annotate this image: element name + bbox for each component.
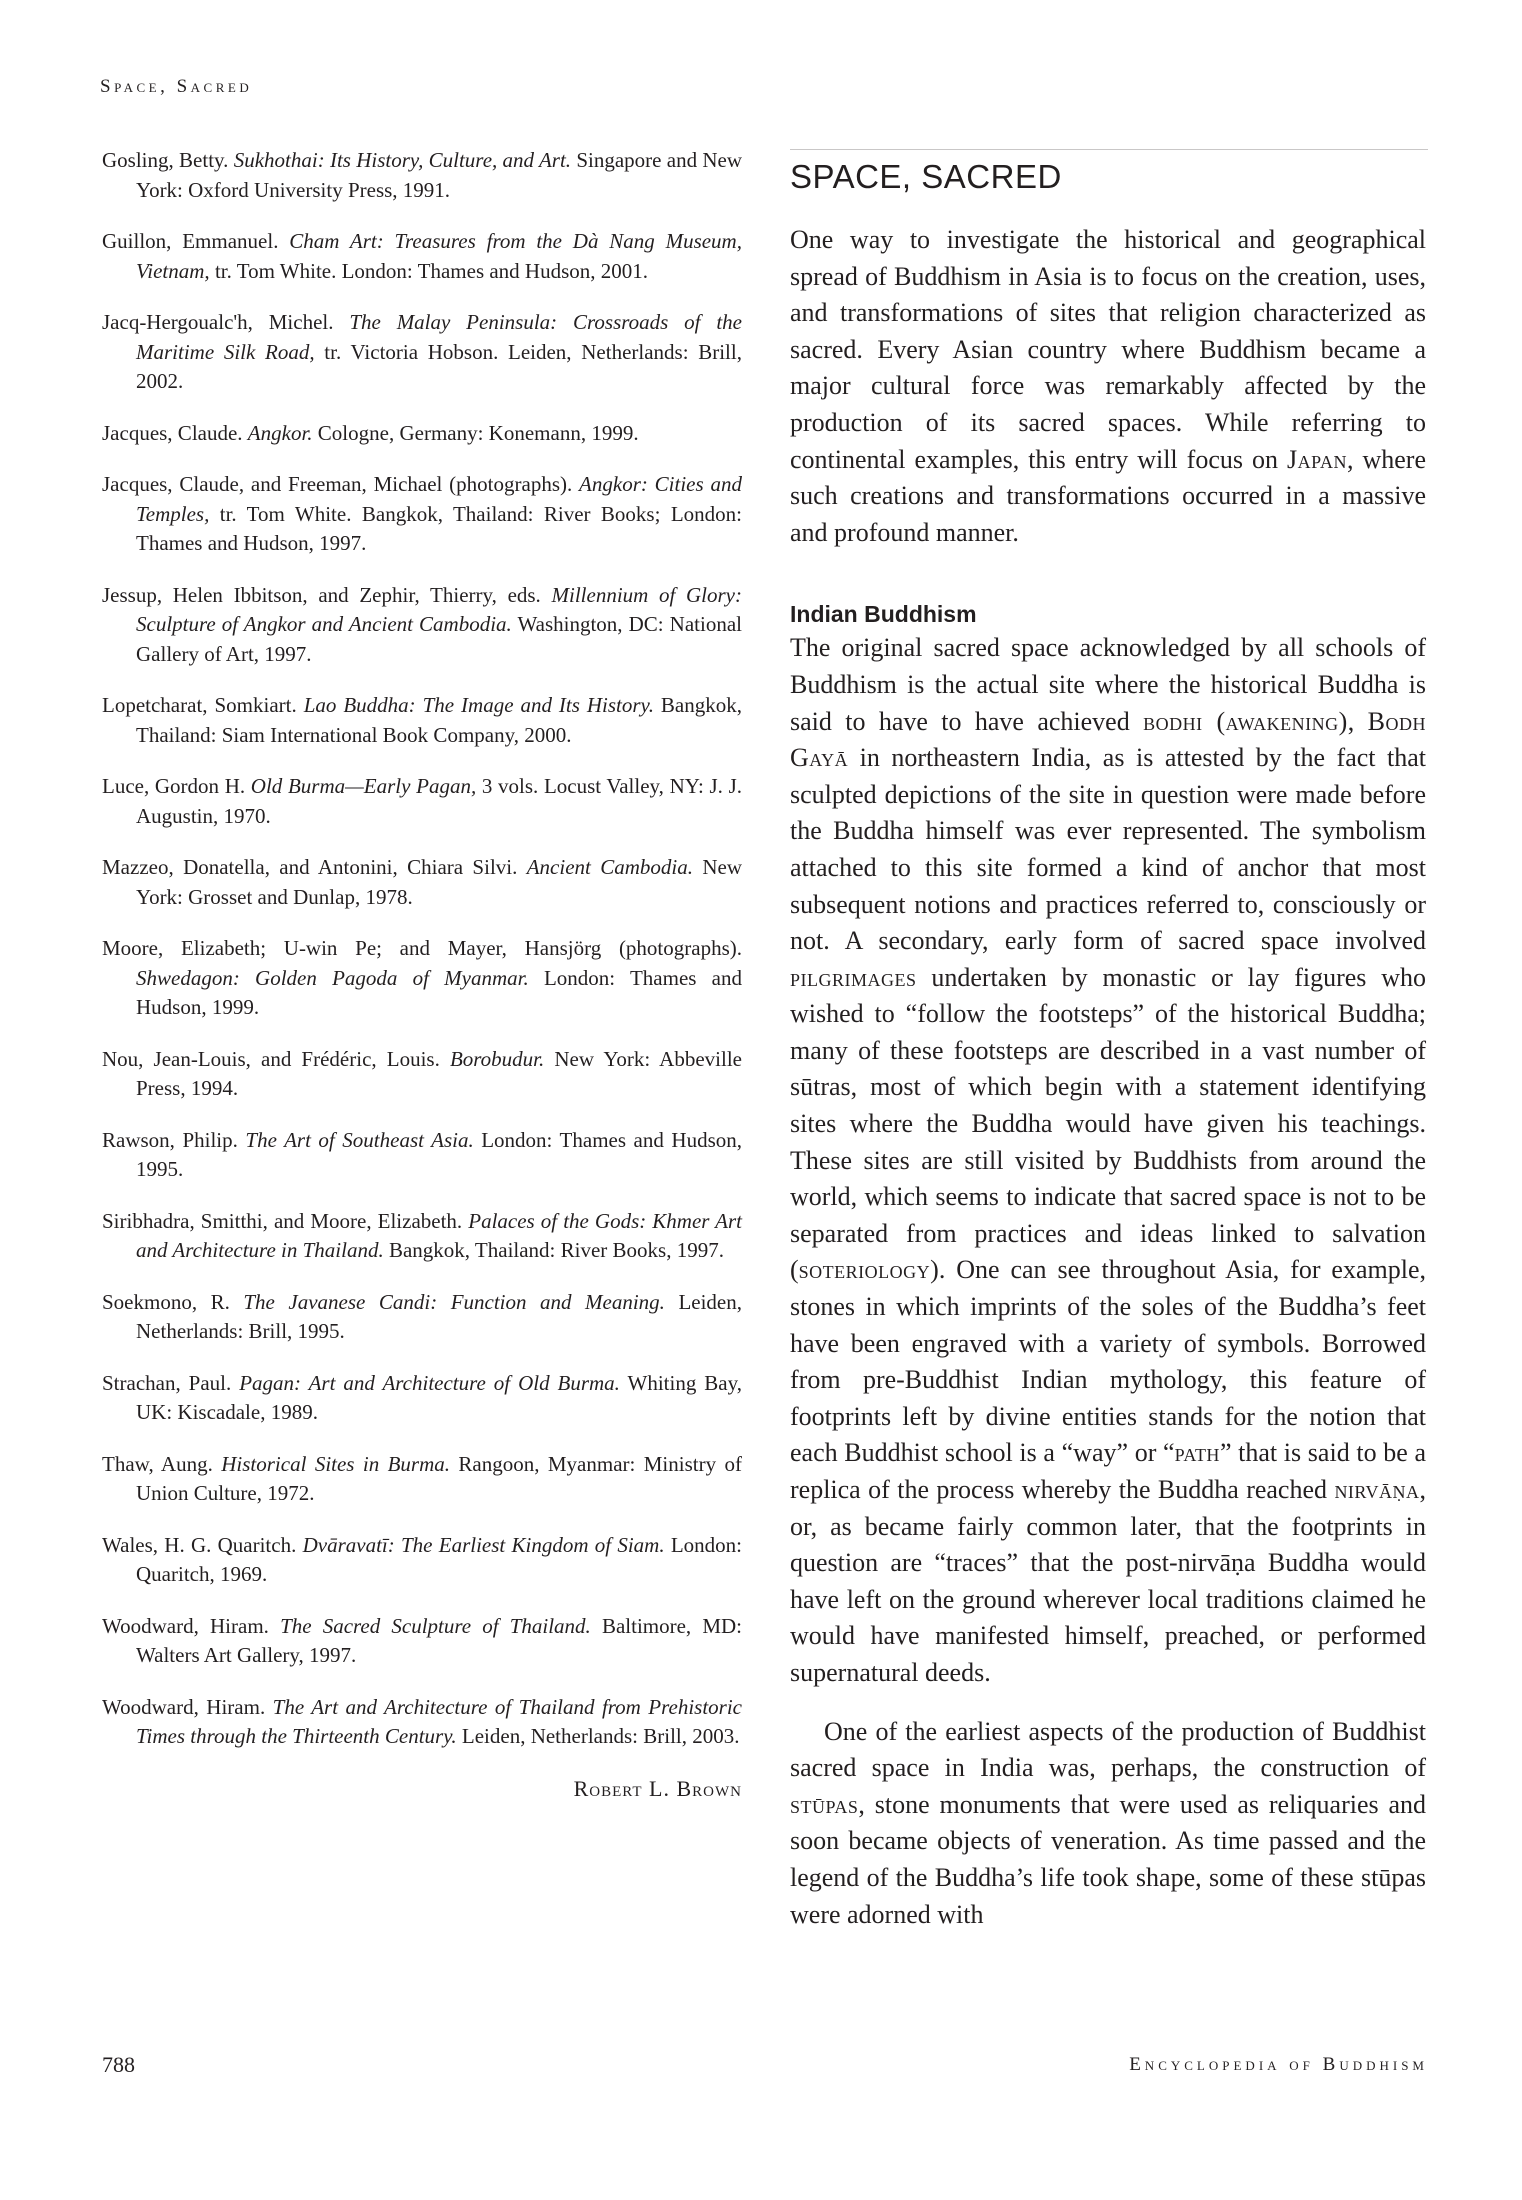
reference-author: Rawson, Philip. <box>102 1127 246 1152</box>
reference-title: The Art of Southeast Asia. <box>245 1127 474 1152</box>
text-run: , where such creations and transformations occurred in a massive and profound manner. <box>790 444 1427 547</box>
reference-entry <box>102 1369 742 1428</box>
reference-entry <box>102 1207 742 1266</box>
reference-title: Dvāravatī: The Earliest Kingdom of Siam. <box>302 1532 665 1557</box>
reference-author: Thaw, Aung. <box>102 1451 222 1476</box>
text-run: One of the earliest aspects of the production of Buddhist sacred space in India was, perhaps, the construction of <box>790 1716 1426 1783</box>
reference-author: Jessup, Helen Ibbitson, and Zephir, Thierry, eds. <box>102 582 552 607</box>
cross-reference: soteriology <box>798 1255 931 1285</box>
text-run: ). One can see throughout Asia, for example, stones in which imprints of the soles of the Buddha’s feet have been engraved with a variety of symbols. Borrowed from pre-Buddhist Indian mythology, this feature of footprints left by divine entities stands for the notion that each Buddhist school is a “way” or “ <box>790 1255 1426 1468</box>
reference-publication: Singapore and New York: Oxford University Press, 1991. <box>136 148 742 202</box>
reference-author: Woodward, Hiram. <box>102 1613 281 1638</box>
reference-entry <box>102 1612 742 1671</box>
reference-entry <box>102 1693 742 1752</box>
page-number: 788 <box>102 2052 135 2077</box>
reference-title: Cham Art: Treasures from the Dà Nang Museum, Vietnam, <box>136 229 742 283</box>
reference-list <box>102 146 742 1752</box>
reference-title: The Javanese Candi: Function and Meaning. <box>243 1289 665 1314</box>
reference-entry <box>102 419 742 449</box>
reference-entry <box>102 146 742 205</box>
author-signature: Robert L. Brown <box>573 1775 742 1801</box>
reference-publication: New York: Grosset and Dunlap, 1978. <box>136 855 743 909</box>
cross-reference: nirvāṇa <box>1334 1475 1420 1504</box>
reference-title: Old Burma—Early Pagan, <box>250 774 477 798</box>
reference-author: Nou, Jean-Louis, and Frédéric, Louis. <box>102 1046 450 1071</box>
title-rule <box>790 149 1428 150</box>
reference-publication: London: Thames and Hudson, 1999. <box>136 965 742 1019</box>
reference-publication: Leiden, Netherlands: Brill, 1995. <box>136 1289 743 1343</box>
reference-title: Historical Sites in Burma. <box>221 1451 451 1476</box>
cross-reference: pilgrimages <box>790 962 917 992</box>
reference-title: Sukhothai: Its History, Culture, and Art. <box>233 148 572 172</box>
reference-author: Mazzeo, Donatella, and Antonini, Chiara Silvi. <box>102 855 527 879</box>
reference-title: Borobudur. <box>449 1046 545 1071</box>
reference-entry <box>102 470 742 559</box>
reference-publication: Leiden, Netherlands: Brill, 2003. <box>456 1724 740 1748</box>
reference-title: The Sacred Sculpture of Thailand. <box>280 1613 591 1638</box>
reference-entry <box>102 691 742 750</box>
reference-author: Jacques, Claude. <box>102 420 248 445</box>
reference-publication: Whiting Bay, UK: Kiscadale, 1989. <box>136 1370 742 1424</box>
reference-publication: New York: Abbeville Press, 1994. <box>136 1046 742 1100</box>
reference-title: Palaces of the Gods: Khmer Art and Architecture in Thailand. <box>136 1208 742 1262</box>
reference-entry <box>102 1288 742 1347</box>
reference-entry <box>102 227 742 286</box>
reference-publication: Bangkok, Thailand: River Books, 1997. <box>383 1238 724 1262</box>
reference-title: Shwedagon: Golden Pagoda of Myanmar. <box>136 965 529 990</box>
body-paragraph <box>790 630 1426 1691</box>
reference-author: Woodward, Hiram. <box>102 1694 273 1719</box>
cross-reference: stūpas <box>790 1789 859 1819</box>
reference-entry <box>102 308 742 397</box>
text-run: in northeastern India, as is attested by the fact that sculpted depictions of the site in question were made before the Buddha himself was ever represented. The symbolism attached to this site formed a kind of anchor that most subsequent notions and practices referred to, consciously or not. A secondary, early form of sacred space involved <box>790 743 1426 956</box>
intro-paragraph <box>790 222 1426 551</box>
reference-publication: tr. Tom White. Bangkok, Thailand: River Books; London: Thames and Hudson, 1997. <box>136 501 742 555</box>
reference-title: Millennium of Glory: Sculpture of Angkor and Ancient Cambodia. <box>136 582 742 636</box>
reference-author: Strachan, Paul. <box>102 1370 240 1395</box>
section-heading: Indian Buddhism <box>790 601 977 628</box>
text-run: undertaken by monastic or lay figures who wished to “follow the footsteps” of the historical Buddha; many of these footsteps are described in a vast number of sūtras, most of which begin with a statement identifying sites where the Buddha would have given his teachings. These sites are still visited by Buddhists from around the world, which seems to indicate that sacred space is not to be separated from practices and ideas linked to salvation ( <box>790 962 1426 1285</box>
reference-author: Wales, H. G. Quaritch. <box>102 1532 303 1557</box>
reference-author: Jacques, Claude, and Freeman, Michael (photographs). <box>102 472 580 496</box>
text-run: , stone monuments that were used as reliquaries and soon became objects of veneration. As time passed and the legend of the Buddha’s life took shape, some of these stūpas were adorned with <box>790 1789 1426 1929</box>
text-run: , <box>1347 706 1368 736</box>
reference-publication: Rangoon, Myanmar: Ministry of Union Culture, 1972. <box>136 1451 742 1505</box>
reference-author: Moore, Elizabeth; U-win Pe; and Mayer, Hansjörg (photographs). <box>102 936 742 960</box>
cross-reference: path <box>1174 1438 1220 1468</box>
reference-author: Lopetcharat, Somkiart. <box>102 693 304 717</box>
reference-publication: London: Thames and Hudson, 1995. <box>136 1127 742 1181</box>
reference-publication: Bangkok, Thailand: Siam International Book Company, 2000. <box>136 693 742 747</box>
reference-title: The Malay Peninsula: Crossroads of the Maritime Silk Road, <box>136 310 742 364</box>
reference-publication: tr. Tom White. London: Thames and Hudson, 2001. <box>209 258 649 283</box>
reference-publication: Cologne, Germany: Konemann, 1999. <box>312 420 639 445</box>
reference-title: Angkor. <box>247 420 313 445</box>
reference-entry <box>102 772 742 831</box>
reference-publication: London: Quaritch, 1969. <box>136 1532 742 1586</box>
cross-reference: bodhi (awakening) <box>1143 706 1348 736</box>
reference-entry <box>102 1531 742 1590</box>
reference-title: Lao Buddha: The Image and Its History. <box>303 693 654 717</box>
entry-title: SPACE, SACRED <box>790 158 1062 195</box>
reference-entry <box>102 1045 742 1104</box>
reference-entry <box>102 1126 742 1185</box>
reference-publication: tr. Victoria Hobson. Leiden, Netherlands: Brill, 2002. <box>136 339 742 393</box>
body-paragraph <box>790 1714 1426 1934</box>
text-run: ” that is said to be a replica of the process whereby the Buddha reached <box>790 1438 1427 1504</box>
reference-author: Gosling, Betty. <box>102 148 234 172</box>
reference-author: Guillon, Emmanuel. <box>102 229 290 253</box>
reference-entry <box>102 581 742 670</box>
reference-publication: Washington, DC: National Gallery of Art, 1997. <box>136 612 742 666</box>
article-column <box>790 158 1426 1933</box>
reference-author: Siribhadra, Smitthi, and Moore, Elizabeth. <box>102 1208 469 1233</box>
references-column <box>102 146 742 1802</box>
reference-title: Angkor: Cities and Temples, <box>136 472 742 526</box>
reference-author: Luce, Gordon H. <box>102 774 251 798</box>
reference-title: Pagan: Art and Architecture of Old Burma. <box>239 1370 620 1395</box>
reference-publication: 3 vols. Locust Valley, NY: J. J. Augustin, 1970. <box>136 774 743 828</box>
running-head: Space, Sacred <box>100 76 253 97</box>
reference-entry <box>102 1450 742 1509</box>
reference-author: Soekmono, R. <box>102 1289 244 1314</box>
text-run: , or, as became fairly common later, that the footprints in question are “traces” that the post-nirvāṇa Buddha would have left on the ground wherever local traditions claimed he would have manifested himself, preached, or performed supernatural deeds. <box>790 1475 1426 1687</box>
cross-reference: Bodh Gayā <box>790 706 1427 773</box>
reference-title: Ancient Cambodia. <box>526 855 693 879</box>
reference-entry <box>102 934 742 1023</box>
reference-publication: Baltimore, MD: Walters Art Gallery, 1997. <box>136 1613 742 1667</box>
cross-reference: Japan <box>1287 444 1347 474</box>
reference-author: Jacq-Hergoualc'h, Michel. <box>102 310 350 334</box>
text-run: One way to investigate the historical and geographical spread of Buddhism in Asia is to focus on the creation, uses, and transformations of sites that religion characterized as sacred. Every Asian country where Buddhism became a major cultural force was remarkably affected by the production of its sacred spaces. While referring to continental examples, this entry will focus on <box>790 225 1426 474</box>
reference-entry <box>102 853 742 912</box>
running-foot: Encyclopedia of Buddhism <box>1129 2054 1428 2075</box>
text-run: The original sacred space acknowledged by all schools of Buddhism is the actual site where the historical Buddha is said to have to have achieved <box>790 633 1426 736</box>
reference-title: The Art and Architecture of Thailand from Prehistoric Times through the Thirteenth Century. <box>136 1694 742 1748</box>
